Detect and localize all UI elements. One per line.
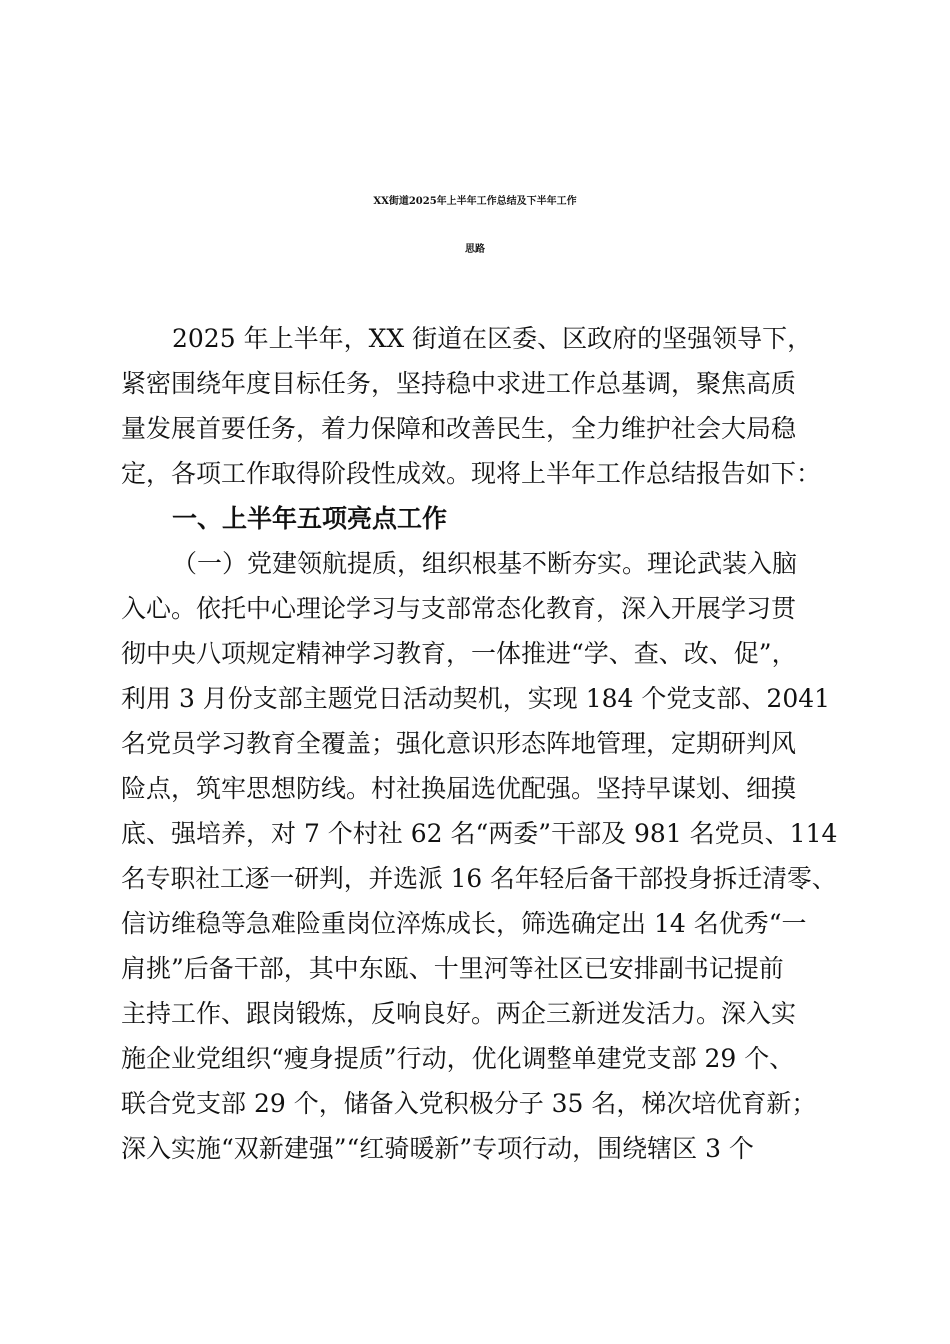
document-title-line-2: 思路 xyxy=(465,244,485,255)
body-line-1: 2025 年上半年，XX 街道在区委、区政府的坚强领导下， xyxy=(172,324,813,353)
document-title-line-1: XX街道2025年上半年工作总结及下半年工作 xyxy=(373,196,577,207)
body-line-17: 施企业党组织“瘦身提质”行动，优化调整单建党支部 29 个、 xyxy=(121,1044,795,1073)
body-line-6: （一）党建领航提质，组织根基不断夯实。理论武装入脑 xyxy=(172,549,798,578)
body-line-3: 量发展首要任务，着力保障和改善民生，全力维护社会大局稳 xyxy=(121,414,797,443)
body-line-10: 名党员学习教育全覆盖；强化意识形态阵地管理，定期研判风 xyxy=(121,729,797,758)
body-line-15: 肩挑”后备干部，其中东瓯、十里河等社区已安排副书记提前 xyxy=(121,954,784,983)
body-line-14: 信访维稳等急难险重岗位淬炼成长，筛选确定出 14 名优秀“一 xyxy=(121,909,807,938)
body-line-8: 彻中央八项规定精神学习教育，一体推进“学、查、改、促”， xyxy=(121,639,797,668)
body-line-7: 入心。依托中心理论学习与支部常态化教育，深入开展学习贯 xyxy=(121,594,797,623)
body-line-12: 底、强培养，对 7 个村社 62 名“两委”干部及 981 名党员、114 xyxy=(121,819,838,848)
body-line-9: 利用 3 月份支部主题党日活动契机，实现 184 个党支部、2041 xyxy=(121,684,831,713)
body-line-13: 名专职社工逐一研判，并选派 16 名年轻后备干部投身拆迁清零、 xyxy=(121,864,837,893)
body-line-18: 联合党支部 29 个，储备入党积极分子 35 名，梯次培优育新； xyxy=(121,1089,817,1118)
body-line-11: 险点，筑牢思想防线。村社换届选优配强。坚持早谋划、细摸 xyxy=(121,774,797,803)
body-line-16: 主持工作、跟岗锻炼，反响良好。两企三新迸发活力。深入实 xyxy=(121,999,797,1028)
body-line-2: 紧密围绕年度目标任务，坚持稳中求进工作总基调，聚焦高质 xyxy=(121,369,797,398)
section-heading-1: 一、上半年五项亮点工作 xyxy=(172,504,448,533)
body-line-4: 定，各项工作取得阶段性成效。现将上半年工作总结报告如下： xyxy=(121,459,822,488)
body-line-19: 深入实施“双新建强”“红骑暖新”专项行动，围绕辖区 3 个 xyxy=(121,1134,754,1163)
